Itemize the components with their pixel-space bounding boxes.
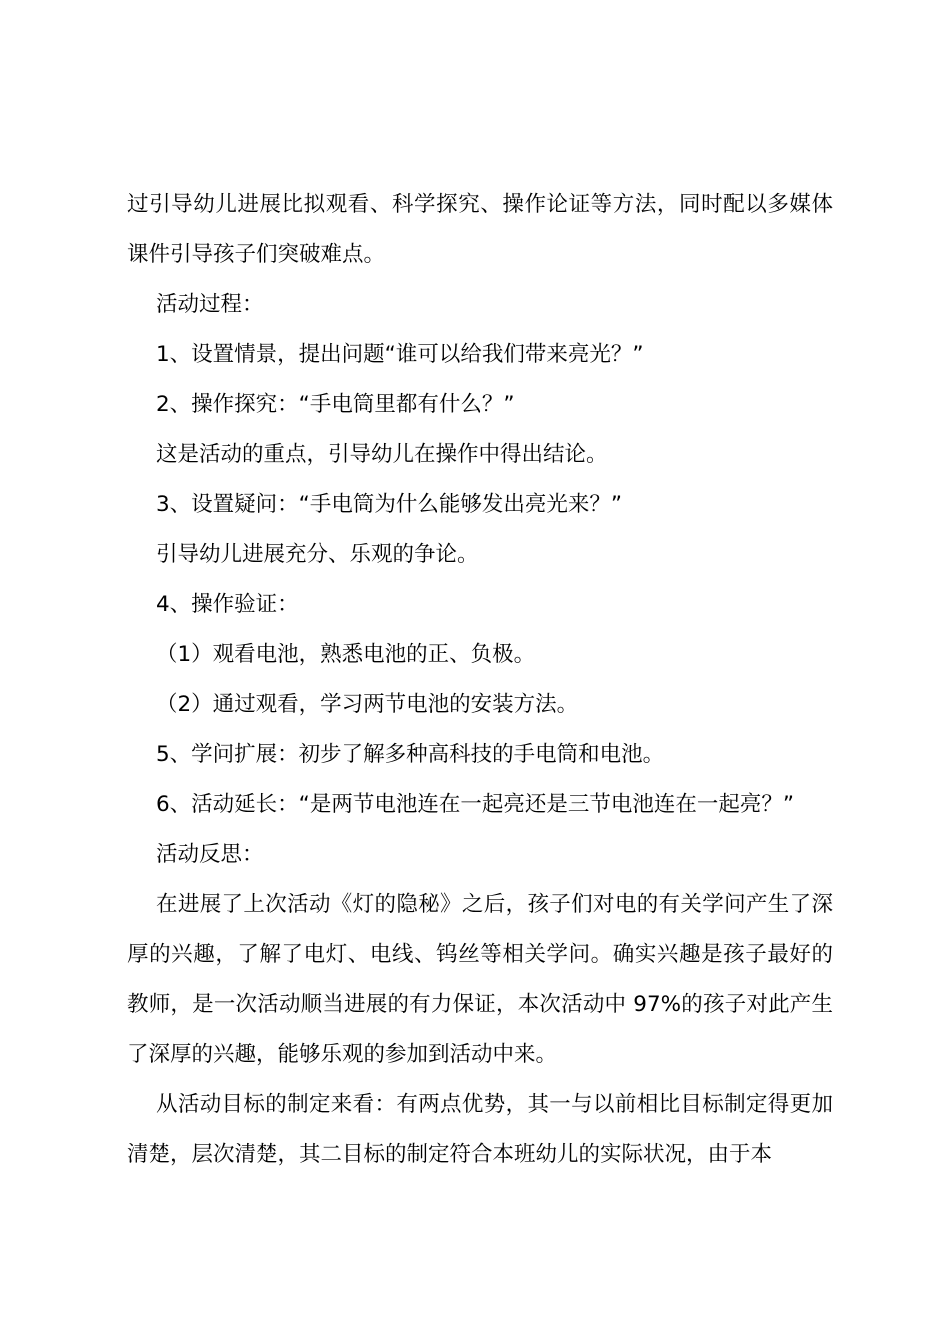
paragraph-intro-continuation: 过引导幼儿进展比拟观看、科学探究、操作论证等方法，同时配以多媒体课件引导孩子们突破难点。 xyxy=(127,192,833,267)
step-2-note: 这是活动的重点，引导幼儿在操作中得出结论。 xyxy=(156,442,608,467)
step-4: 4、操作验证： xyxy=(156,592,299,617)
heading-activity-process: 活动过程： xyxy=(156,292,264,317)
step-6: 6、活动延长：“是两节电池连在一起亮还是三节电池连在一起亮？” xyxy=(156,792,794,817)
heading-activity-reflection: 活动反思： xyxy=(156,842,264,867)
document-body xyxy=(127,180,833,1180)
step-5: 5、学问扩展：初步了解多种高科技的手电筒和电池。 xyxy=(156,742,665,767)
step-3: 3、设置疑问：“手电筒为什么能够发出亮光来？” xyxy=(156,492,622,517)
step-3-note: 引导幼儿进展充分、乐观的争论。 xyxy=(156,542,479,567)
step-4-sub-1: （1）观看电池，熟悉电池的正、负极。 xyxy=(156,642,536,667)
paragraph-reflection-2: 从活动目标的制定来看：有两点优势，其一与以前相比目标制定得更加清楚，层次清楚，其二目标的制定符合本班幼儿的实际状况，由于本 xyxy=(127,1092,833,1167)
step-2: 2、操作探究：“手电筒里都有什么？” xyxy=(156,392,515,417)
step-1: 1、设置情景，提出问题“谁可以给我们带来亮光？” xyxy=(156,342,644,367)
step-4-sub-2: （2）通过观看，学习两节电池的安装方法。 xyxy=(156,692,579,717)
paragraph-reflection-1: 在进展了上次活动《灯的隐秘》之后，孩子们对电的有关学问产生了深厚的兴趣，了解了电灯、电线、钨丝等相关学问。确实兴趣是孩子最好的教师，是一次活动顺当进展的有力保证，本次活动中 97%的孩子对此产生了深厚的兴趣，能够乐观的参加到活动中来。 xyxy=(127,892,833,1067)
